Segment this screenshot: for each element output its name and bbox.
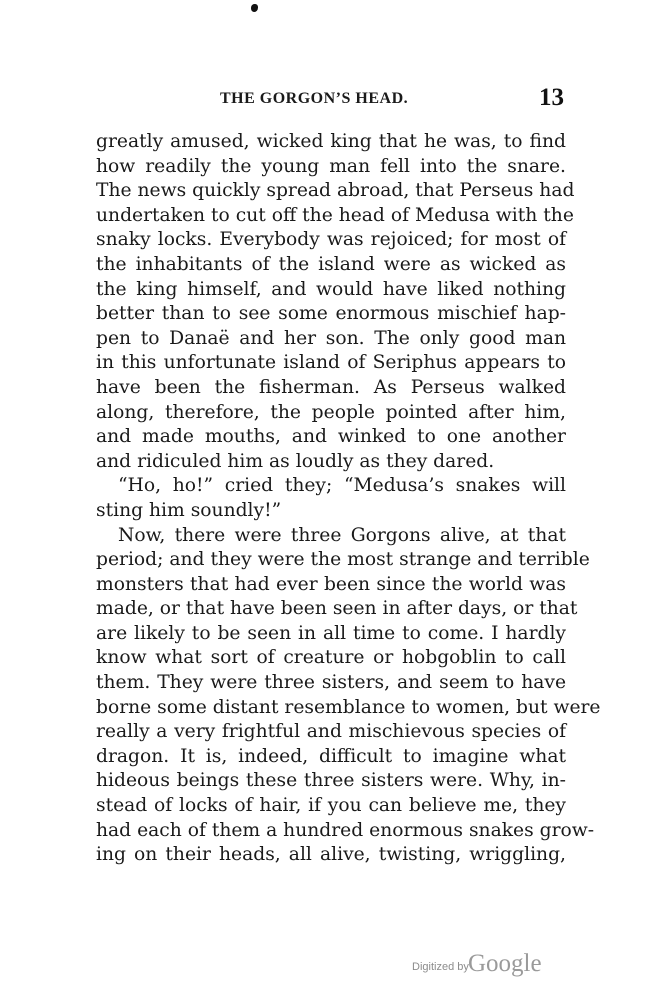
- text-line: Now, there were three Gorgons alive, at that: [118, 524, 566, 546]
- text-line: undertaken to cut off the head of Medusa with the: [96, 204, 574, 226]
- text-line: hideous beings these three sisters were. Why, in-: [96, 770, 566, 792]
- page-number: 13: [539, 84, 564, 111]
- page-header: [96, 84, 568, 114]
- text-line: dragon. It is, indeed, difficult to imagine what: [96, 745, 566, 767]
- google-logo: Google: [468, 950, 542, 977]
- text-line: in this unfortunate island of Seriphus appears to: [96, 352, 566, 374]
- text-line: along, therefore, the people pointed after him,: [96, 401, 566, 423]
- text-line: made, or that have been seen in after days, or that: [96, 598, 578, 620]
- text-line: better than to see some enormous mischief hap-: [96, 303, 566, 325]
- text-line: have been the fisherman. As Perseus walked: [96, 376, 566, 398]
- text-line: them. They were three sisters, and seem to have: [96, 672, 566, 694]
- text-line: sting him soundly!”: [96, 499, 282, 521]
- text-line: and made mouths, and winked to one another: [96, 426, 566, 448]
- body-text: [96, 130, 601, 868]
- text-line: the inhabitants of the island were as wicked as: [96, 253, 566, 275]
- ink-speck: [251, 4, 258, 12]
- text-line: snaky locks. Everybody was rejoiced; for most of: [96, 229, 566, 251]
- digitized-by-label: Digitized by: [412, 961, 469, 973]
- text-line: the king himself, and would have liked nothing: [96, 278, 566, 300]
- text-line: monsters that had ever been since the world was: [96, 573, 566, 595]
- text-line: pen to Danaë and her son. The only good man: [96, 327, 566, 349]
- text-line: know what sort of creature or hobgoblin to call: [96, 647, 566, 669]
- text-line: The news quickly spread abroad, that Perseus had: [96, 180, 575, 202]
- text-line: and ridiculed him as loudly as they dared.: [96, 450, 495, 472]
- running-title: THE GORGON’S HEAD.: [220, 90, 409, 107]
- text-line: how readily the young man fell into the snare.: [96, 155, 566, 177]
- digitized-watermark: [412, 950, 552, 980]
- text-line: “Ho, ho!” cried they; “Medusa’s snakes will: [118, 475, 566, 497]
- text-line: really a very frightful and mischievous species of: [96, 721, 566, 743]
- text-line: borne some distant resemblance to women, but were: [96, 696, 601, 718]
- text-line: period; and they were the most strange and terrible: [96, 549, 590, 571]
- text-line: had each of them a hundred enormous snakes grow-: [96, 819, 595, 841]
- text-line: stead of locks of hair, if you can believe me, they: [96, 795, 566, 817]
- text-line: greatly amused, wicked king that he was, to find: [96, 131, 566, 152]
- text-line: are likely to be seen in all time to come. I hardly: [96, 622, 566, 644]
- text-line: ing on their heads, all alive, twisting, wriggling,: [96, 844, 566, 866]
